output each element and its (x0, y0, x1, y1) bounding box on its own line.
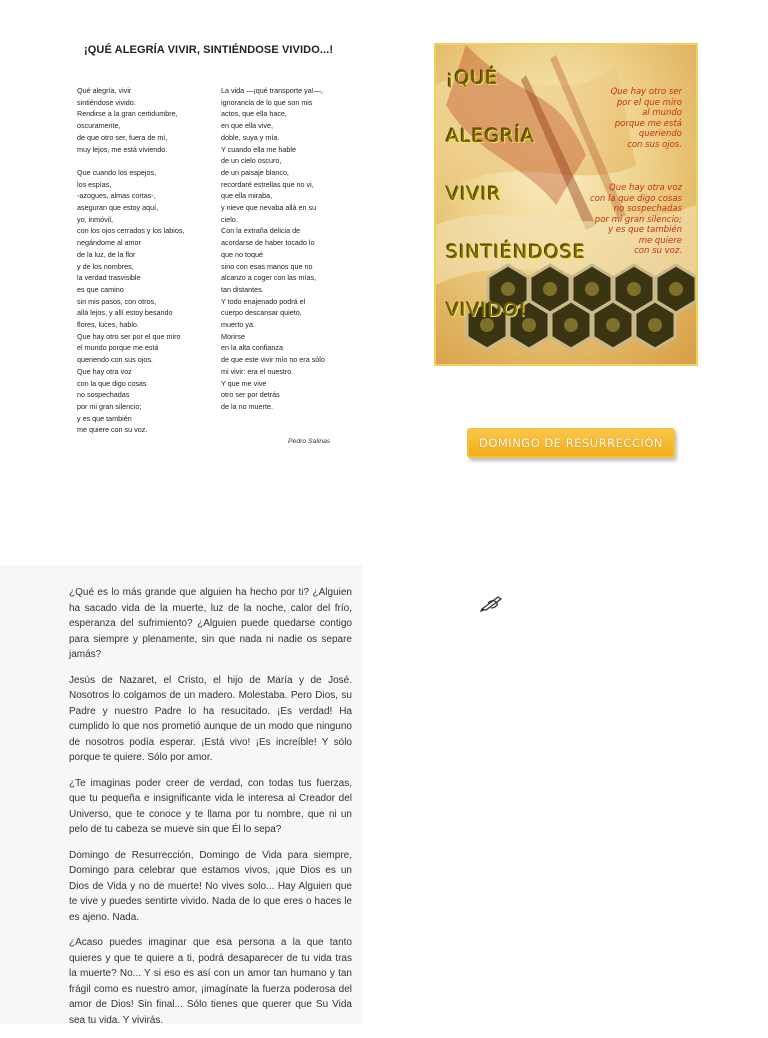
poem-line: de un paisaje blanco, (221, 167, 289, 177)
poem-line: Que hay otro ser por el que miro (77, 331, 181, 341)
poem-line: yo, inmóvil, (77, 214, 113, 224)
poem-line: me quiere con su voz. (77, 425, 148, 435)
poem-line: de que otro ser, fuera de mí, (77, 132, 168, 142)
body-paragraph: Jesús de Nazaret, el Cristo, el hijo de María y de José. Nosotros lo colgamos de un madero. Molestaba. Pero Dios, su Padre y nuestro Padre lo ha resucitado. ¡Es verdad! Ha cumplido lo que nos prometió aunque de un modo que ninguno de nosotros podía esperar. ¡Está vivo! ¡Es increíble! Y sólo porque te quiere. Sólo por amor. (69, 674, 352, 763)
poem-line: sin mis pasos, con otros, (77, 296, 157, 306)
poster-line: no sospechadas (613, 204, 682, 214)
poem-line: La vida —¡qué transporte ya!—, (221, 86, 323, 95)
poster-line: Que hay otro ser (610, 87, 682, 97)
poster-line: con su voz. (634, 246, 682, 256)
article-body (69, 585, 352, 1038)
poem-line: -azogues, almas cortas-, (77, 191, 156, 201)
body-paragraph: Domingo de Resurrección, Domingo de Vida para siempre, Domingo para celebrar que estamos vivos, ¡que Dios es un Dios de Vida y no de muerte! No vives solo... Hay Alguien que te vive y puedes sentirte vivido. Nada de lo que eres o haces le es ajeno. Nada. (69, 849, 352, 923)
poem-line: y de los nombres, (77, 261, 134, 271)
poster-word-2: ALEGRÍA (446, 125, 536, 147)
poem-line: acordarse de haber tocado lo (221, 238, 315, 248)
poem-title: ¡QUÉ ALEGRÍA VIVIR, SINTIÉNDOSE VIVIDO...! (84, 44, 334, 56)
poem-stanza (77, 85, 184, 155)
poster-line: me quiere (638, 235, 682, 246)
poster-line: al mundo (642, 108, 682, 118)
poster-text-1 (564, 87, 682, 150)
poem-line: en la alta confianza (221, 343, 283, 353)
poem-line: ignorancia de lo que son mis (221, 97, 313, 107)
body-paragraph: ¿Te imaginas poder creer de verdad, con todas tus fuerzas, que tu pequeña e insignificante vida le interesa al Creador del Universo, que te conoce y te llama por tu nombre, que ni un pelo de tu cabeza se mueve sin que Él lo sepa? (69, 777, 352, 835)
poem-line: actos, que ella hace, (221, 109, 287, 119)
poem-line: es que camino (77, 284, 124, 294)
poem-line: en que ella vive, (221, 121, 273, 131)
poster-line: con sus ojos. (627, 139, 682, 150)
poem-line: oscuramente, (77, 121, 121, 131)
poem-line: muy lejos, me está viviendo. (77, 144, 168, 154)
poster-word-5: VIVIDO! (446, 299, 528, 321)
poem-line: queriendo con sus ojos. (77, 355, 153, 365)
poem-line: sintiéndose vivido. (77, 97, 136, 107)
poem-line: con los ojos cerrados y los labios, (77, 226, 185, 236)
poem-line: de que este vivir mío no era sólo (221, 355, 325, 365)
poem-right-column (221, 85, 325, 424)
poem-line: aseguran que estoy aquí, (77, 203, 159, 213)
poster-line: Que hay otra voz (609, 183, 682, 193)
poem-line: los espías, (77, 179, 112, 189)
poster-line: porque me está (614, 118, 682, 129)
poster-word-1: ¡QUÉ (446, 67, 499, 89)
domingo-badge (467, 428, 675, 458)
poem-line: negándome al amor (77, 238, 141, 248)
poem-line: Y cuando ella me hable (221, 144, 296, 154)
poster-line: y es que también (607, 225, 682, 235)
body-paragraph: ¿Acaso puedes imaginar que esa persona a la que tanto quieres y que te quiere a ti, podrá desaparecer de tu vida tras la muerte? No... Y si eso es así con un amor tan humano y tan frágil como es nuestro amor, ¡imagínate la fuerza poderosa del amor de Dios! Sin final... Sólo tienes que querer que Su Vida sea tu vida. Y vivirás. (69, 937, 352, 1026)
poem-line: que ella miraba, (221, 191, 273, 201)
poem-line: por mi gran silencio; (77, 401, 142, 411)
poster-word-4: SINTIÉNDOSE (446, 241, 586, 263)
poem-line: tan distantes. (221, 284, 264, 294)
poem-line: allá lejos, y allí estoy besando (77, 308, 173, 318)
poem-line: no sospechadas (77, 390, 130, 400)
poem-author: Pedro Salinas (288, 438, 331, 445)
poem-line: alcanzo a coger con las mías, (221, 273, 317, 283)
poster-line: por mi gran silencio; (594, 214, 682, 225)
poem-line: que no toqué (221, 249, 263, 259)
poem-line: Que cuando los espejos, (77, 167, 157, 177)
poster-image (434, 43, 698, 366)
poem-line: la verdad trasvisible (77, 273, 141, 283)
poster-line: con la que digo cosas (590, 193, 682, 204)
poem-line: cuerpo descansar quieto, (221, 308, 302, 318)
poem-line: otro ser por detrás (221, 390, 280, 400)
poem-line: flores, luces, hablo. (77, 320, 139, 330)
poster-line: por el que miro (616, 97, 682, 108)
poem-line: Que hay otra voz (77, 366, 132, 376)
poster-text-2 (564, 183, 682, 257)
poem-line: Rendirse a la gran certidumbre, (77, 109, 178, 119)
poem-line: Y que me vive (221, 378, 267, 388)
poem-line: Qué alegría, vivir (77, 86, 132, 95)
poem-line: de la luz, de la flor (77, 249, 136, 259)
badge-label: DOMINGO DE RESURRECCIÓN (478, 436, 664, 450)
poem-line: el mundo porque me está (77, 343, 159, 353)
poem-line: Morirse (221, 331, 245, 341)
poem-line: y nieve que nevaba allá en su (221, 203, 317, 213)
poem-line: Con la extraña delicia de (221, 226, 301, 236)
body-paragraph: ¿Qué es lo más grande que alguien ha hecho por ti? ¿Alguien ha sacado vida de la muerte, luz de la noche, calor del frío, esperanza del sufrimiento? ¿Alguien puede quedarse contigo para siempre y plenamente, sin que nada ni nadie os separe jamás? (69, 587, 352, 660)
poem-line: de un cielo oscuro, (221, 156, 282, 166)
poem-line: con la que digo cosas (77, 378, 147, 388)
poem-line: doble, suya y mía. (221, 132, 280, 142)
poem-line: muerto ya. (221, 320, 255, 330)
poem-stanza (221, 85, 325, 413)
poem-line: de la no muerte. (221, 401, 273, 411)
poem-line: y es que también (77, 413, 132, 423)
writing-hand-icon (480, 594, 504, 612)
poster-line: queriendo (638, 129, 682, 139)
poem-line: cielo. (221, 214, 238, 224)
poem-left-column (77, 85, 184, 448)
poem-line: sino con esas manos que no (221, 261, 313, 271)
poem-line: recordaré estrellas que no vi, (221, 179, 314, 189)
poem-line: Y todo enajenado podrá el (221, 296, 306, 306)
poem-stanza (77, 167, 184, 436)
poem-line: mi vivir: era el nuestro. (221, 366, 294, 376)
poster-word-3: VIVIR (446, 183, 502, 205)
